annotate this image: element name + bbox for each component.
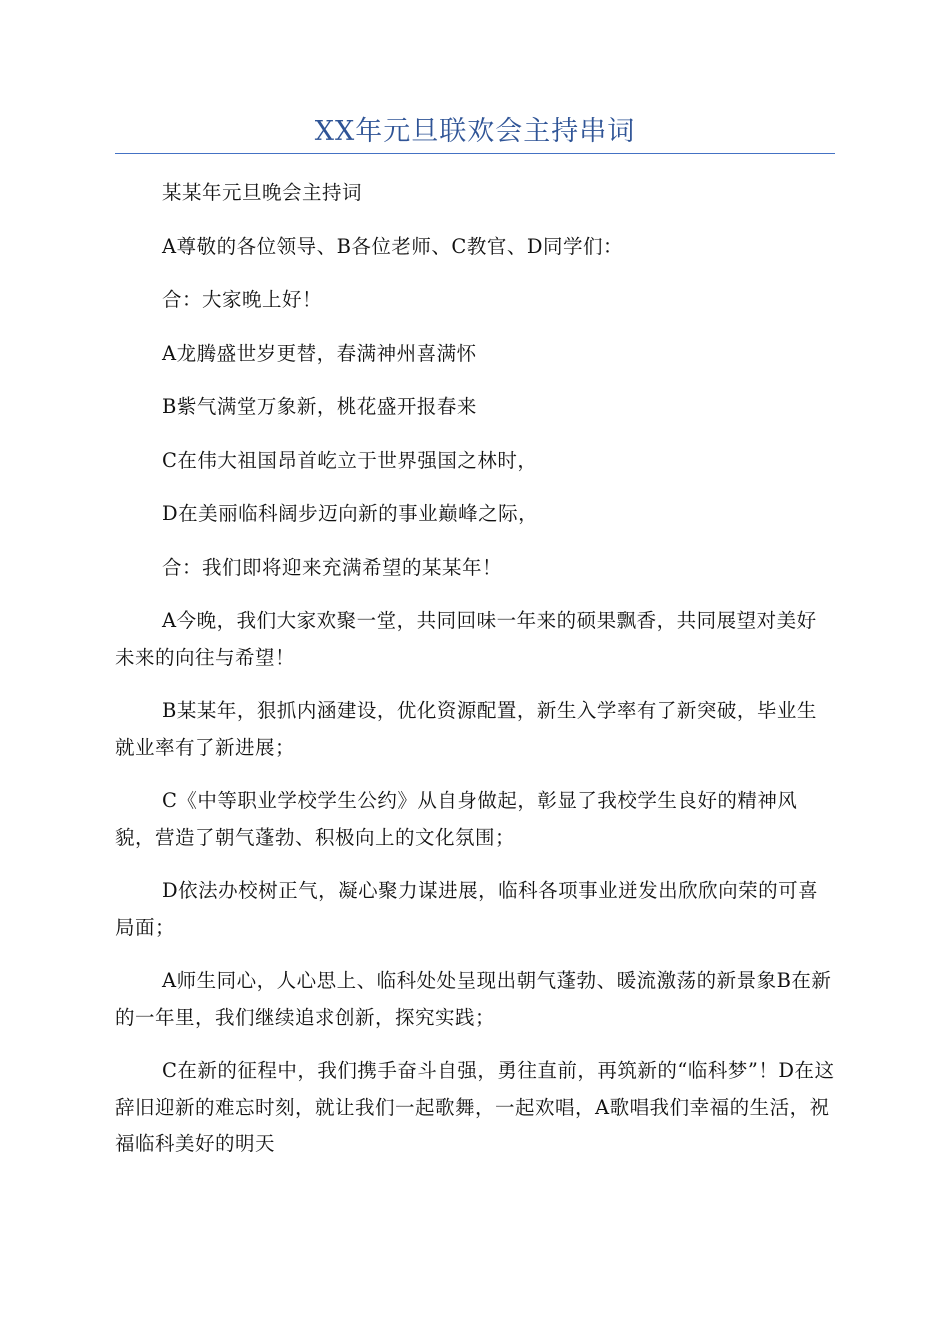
paragraph: B紫气满堂万象新，桃花盛开报春来	[162, 395, 477, 418]
paragraph: C《中等职业学校学生公约》从自身做起，彰显了我校学生良好的精神风貌，营造了朝气蓬勃、积极向上的文化氛围；	[115, 789, 798, 849]
document-body	[115, 175, 835, 1180]
paragraph: A师生同心，人心思上、临科处处呈现出朝气蓬勃、暖流激荡的新景象B在新的一年里，我们继续追求创新，探究实践；	[115, 969, 832, 1029]
paragraph: 合：大家晚上好！	[162, 288, 323, 311]
paragraph: D在美丽临科阔步迈向新的事业巅峰之际，	[162, 502, 539, 525]
paragraph: C在新的征程中，我们携手奋斗自强，勇往直前，再筑新的“临科梦”！D在这辞旧迎新的难忘时刻，就让我们一起歌舞，一起欢唱，A歌唱我们幸福的生活，祝福临科美好的明天	[115, 1059, 835, 1155]
paragraph-greeting: A尊敬的各位领导、B各位老师、C教官、D同学们：	[162, 234, 623, 258]
paragraph: B某某年，狠抓内涵建设，优化资源配置，新生入学率有了新突破，毕业生就业率有了新进展；	[115, 699, 817, 759]
title-underline	[115, 153, 835, 154]
paragraph: D依法办校树正气，凝心聚力谋进展，临科各项事业迸发出欣欣向荣的可喜局面；	[115, 879, 819, 939]
document-title: XX年元旦联欢会主持串词	[314, 116, 636, 147]
paragraph: 合：我们即将迎来充满希望的某某年！	[162, 555, 503, 579]
paragraph: C在伟大祖国昂首屹立于世界强国之林时，	[162, 448, 538, 472]
paragraph: A龙腾盛世岁更替，春满神州喜满怀	[162, 341, 477, 365]
paragraph: A今晚，我们大家欢聚一堂，共同回味一年来的硕果飘香，共同展望对美好未来的向往与希望！	[115, 609, 817, 669]
paragraph-heading: 某某年元旦晚会主持词	[162, 181, 363, 204]
